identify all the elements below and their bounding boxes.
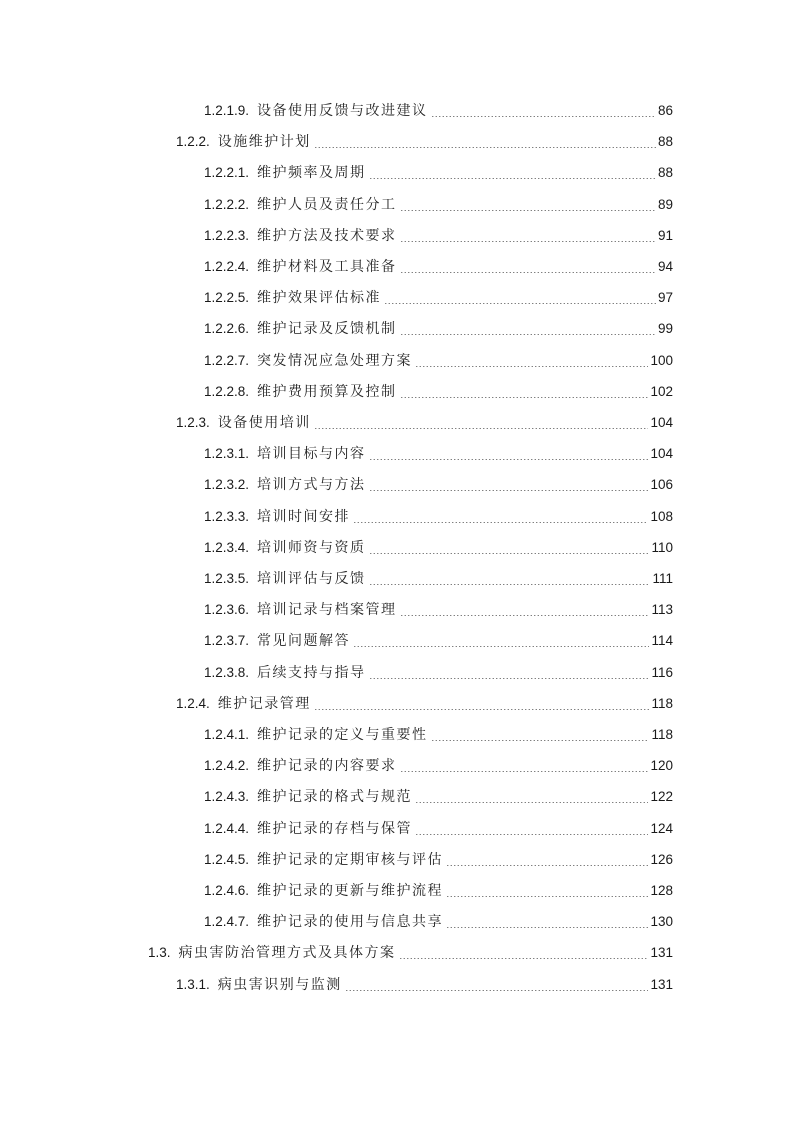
- dot-leader: [369, 162, 656, 184]
- toc-entry-number: 1.2.3.5.: [204, 571, 250, 586]
- toc-entry-page-number: 111: [652, 571, 673, 586]
- toc-entry-title: 维护记录的存档与保管: [257, 820, 413, 837]
- toc-entry-number: 1.2.2.3.: [204, 227, 250, 243]
- toc-entry-number: 1.2.4.7.: [204, 914, 250, 930]
- toc-entry[interactable]: [204, 568, 673, 590]
- toc-entry-page-number: 128: [650, 883, 673, 898]
- dot-leader: [369, 537, 650, 559]
- toc-entry-title: 病虫害识别与监测: [217, 976, 342, 993]
- toc-entry[interactable]: [204, 194, 673, 216]
- dot-leader: [353, 506, 648, 528]
- toc-entry-page-number: 94: [657, 259, 673, 274]
- toc-entry-title: 培训记录与档案管理: [257, 602, 397, 619]
- toc-entry-page-number: 131: [650, 945, 673, 961]
- toc-entry-page-number: 88: [657, 165, 673, 181]
- toc-entry[interactable]: [204, 537, 673, 559]
- toc-entry-number: 1.2.2.5.: [204, 290, 250, 306]
- toc-entry[interactable]: [204, 911, 673, 933]
- toc-entry-number: 1.2.4.4.: [204, 820, 250, 836]
- toc-entry-page-number: 97: [657, 290, 673, 306]
- toc-entry[interactable]: [204, 506, 673, 528]
- dot-leader: [446, 911, 648, 933]
- toc-entry-title: 维护记录的定期审核与评估: [257, 851, 444, 868]
- toc-entry-page-number: 100: [650, 352, 673, 368]
- toc-entry-title: 病虫害防治管理方式及具体方案: [178, 945, 396, 962]
- toc-entry-number: 1.2.4.6.: [204, 883, 250, 898]
- toc-entry-title: 培训目标与内容: [257, 446, 366, 463]
- toc-entry-title: 维护方法及技术要求: [257, 227, 397, 244]
- dot-leader: [369, 474, 649, 496]
- toc-entry-number: 1.2.3.: [176, 415, 210, 430]
- dot-leader: [415, 786, 648, 808]
- toc-entry-title: 后续支持与指导: [257, 664, 366, 681]
- toc-entry-number: 1.2.3.7.: [204, 633, 250, 649]
- dot-leader: [400, 599, 650, 621]
- toc-entry[interactable]: [204, 880, 673, 902]
- toc-entry-number: 1.2.2.7.: [204, 352, 250, 368]
- toc-entry[interactable]: [204, 630, 673, 652]
- toc-entry[interactable]: [176, 693, 673, 715]
- toc-entry-page-number: 120: [650, 758, 673, 774]
- dot-leader: [446, 849, 648, 871]
- dot-leader: [431, 724, 650, 746]
- dot-leader: [314, 693, 650, 715]
- toc-entry-title: 设施维护计划: [217, 134, 311, 151]
- toc-entry-number: 1.3.: [148, 945, 171, 961]
- toc-entry-page-number: 99: [657, 321, 673, 337]
- dot-leader: [369, 662, 650, 684]
- toc-entry-title: 维护材料及工具准备: [257, 259, 397, 275]
- toc-entry[interactable]: [204, 662, 673, 684]
- dot-leader: [345, 974, 649, 996]
- toc-entry-title: 维护记录及反馈机制: [257, 321, 397, 338]
- toc-entry[interactable]: [148, 942, 673, 964]
- dot-leader: [384, 287, 656, 309]
- dot-leader: [431, 100, 656, 122]
- toc-entry-number: 1.2.3.4.: [204, 539, 250, 555]
- toc-entry-number: 1.2.4.2.: [204, 758, 250, 774]
- toc-entry-title: 常见问题解答: [257, 633, 351, 650]
- toc-entry-number: 1.2.3.3.: [204, 508, 250, 524]
- dot-leader: [400, 318, 656, 340]
- toc-entry-page-number: 104: [650, 415, 673, 430]
- toc-entry-number: 1.2.3.1.: [204, 446, 250, 462]
- toc-entry-number: 1.2.2.2.: [204, 196, 250, 212]
- toc-entry-title: 维护频率及周期: [257, 165, 366, 182]
- dot-leader: [314, 131, 656, 153]
- dot-leader: [400, 194, 656, 216]
- toc-entry-number: 1.2.2.: [176, 134, 210, 150]
- toc-entry-page-number: 106: [650, 477, 673, 493]
- toc-entry-number: 1.2.2.4.: [204, 259, 250, 274]
- toc-entry[interactable]: [204, 287, 673, 309]
- toc-entry-title: 维护记录的格式与规范: [257, 789, 413, 806]
- toc-entry-page-number: 86: [657, 103, 673, 118]
- toc-entry-page-number: 108: [650, 508, 673, 524]
- toc-entry-number: 1.2.2.8.: [204, 383, 250, 399]
- dot-leader: [400, 381, 649, 403]
- toc-entry-page-number: 114: [651, 633, 673, 649]
- toc-entry-title: 培训评估与反馈: [257, 571, 366, 587]
- toc-entry-page-number: 102: [650, 383, 673, 399]
- toc-entry-page-number: 130: [650, 914, 673, 930]
- toc-entry-title: 维护记录的定义与重要性: [257, 727, 428, 743]
- toc-entry-page-number: 118: [651, 727, 673, 742]
- dot-leader: [446, 880, 648, 902]
- toc-entry[interactable]: [204, 818, 673, 840]
- toc-entry-page-number: 131: [650, 976, 673, 992]
- toc-entry[interactable]: [204, 755, 673, 777]
- toc-entry-number: 1.2.4.3.: [204, 789, 250, 805]
- toc-entry-number: 1.2.1.9.: [204, 103, 250, 118]
- toc-entry[interactable]: [204, 474, 673, 496]
- toc-entry-title: 维护人员及责任分工: [257, 196, 397, 213]
- toc-entry-number: 1.2.2.1.: [204, 165, 250, 181]
- toc-entry[interactable]: [204, 599, 673, 621]
- dot-leader: [415, 350, 648, 372]
- toc-entry-page-number: 124: [650, 820, 673, 836]
- toc-entry[interactable]: [204, 256, 673, 278]
- toc-entry[interactable]: [176, 131, 673, 153]
- toc-entry[interactable]: [204, 350, 673, 372]
- toc-entry[interactable]: [204, 849, 673, 871]
- toc-entry-page-number: 126: [650, 851, 673, 867]
- toc-entry-page-number: 104: [650, 446, 673, 462]
- toc-entry-page-number: 118: [651, 695, 673, 711]
- dot-leader: [314, 412, 649, 434]
- toc-entry[interactable]: [204, 724, 673, 746]
- toc-entry-title: 维护记录管理: [217, 695, 311, 712]
- dot-leader: [400, 225, 656, 247]
- dot-leader: [400, 755, 649, 777]
- toc-entry-title: 设备使用反馈与改进建议: [257, 103, 428, 119]
- toc-entry-page-number: 91: [657, 227, 673, 243]
- toc-entry-number: 1.2.3.6.: [204, 602, 250, 618]
- toc-entry-number: 1.2.3.8.: [204, 664, 250, 680]
- toc-entry[interactable]: [204, 162, 673, 184]
- toc-entry-number: 1.2.4.: [176, 695, 210, 711]
- toc-entry-page-number: 110: [651, 539, 673, 555]
- toc-entry-title: 培训时间安排: [257, 508, 351, 525]
- toc-entry-title: 维护记录的更新与维护流程: [257, 883, 444, 899]
- toc-entry-title: 培训方式与方法: [257, 477, 366, 494]
- toc-entry[interactable]: [204, 100, 673, 122]
- toc-entry-page-number: 122: [650, 789, 673, 805]
- toc-entry-page-number: 116: [651, 664, 673, 680]
- toc-entry-title: 设备使用培训: [217, 415, 311, 431]
- toc-entry-title: 维护效果评估标准: [257, 290, 382, 307]
- toc-entry-title: 维护记录的使用与信息共享: [257, 914, 444, 931]
- toc-entry-number: 1.3.1.: [176, 976, 210, 992]
- toc-entry-number: 1.2.4.1.: [204, 727, 250, 742]
- dot-leader: [369, 443, 649, 465]
- toc-entry-number: 1.2.3.2.: [204, 477, 250, 493]
- toc-entry-title: 突发情况应急处理方案: [257, 352, 413, 369]
- toc-entry[interactable]: [204, 381, 673, 403]
- toc-entry-title: 维护记录的内容要求: [257, 758, 397, 775]
- dot-leader: [353, 630, 649, 652]
- dot-leader: [400, 256, 656, 278]
- toc-entry[interactable]: [176, 974, 673, 996]
- toc-entry-number: 1.2.2.6.: [204, 321, 250, 337]
- toc-entry[interactable]: [204, 786, 673, 808]
- toc-entry-page-number: 88: [657, 134, 673, 150]
- toc-entry-title: 培训师资与资质: [257, 539, 366, 556]
- toc-entry-number: 1.2.4.5.: [204, 851, 250, 867]
- toc-entry[interactable]: [204, 443, 673, 465]
- dot-leader: [415, 818, 648, 840]
- toc-entry-page-number: 113: [651, 602, 673, 618]
- toc-entry-page-number: 89: [657, 196, 673, 212]
- toc-entry[interactable]: [204, 225, 673, 247]
- dot-leader: [399, 942, 649, 964]
- dot-leader: [369, 568, 651, 590]
- toc-entry[interactable]: [204, 318, 673, 340]
- toc-entry-title: 维护费用预算及控制: [257, 383, 397, 400]
- toc-entry[interactable]: [176, 412, 673, 434]
